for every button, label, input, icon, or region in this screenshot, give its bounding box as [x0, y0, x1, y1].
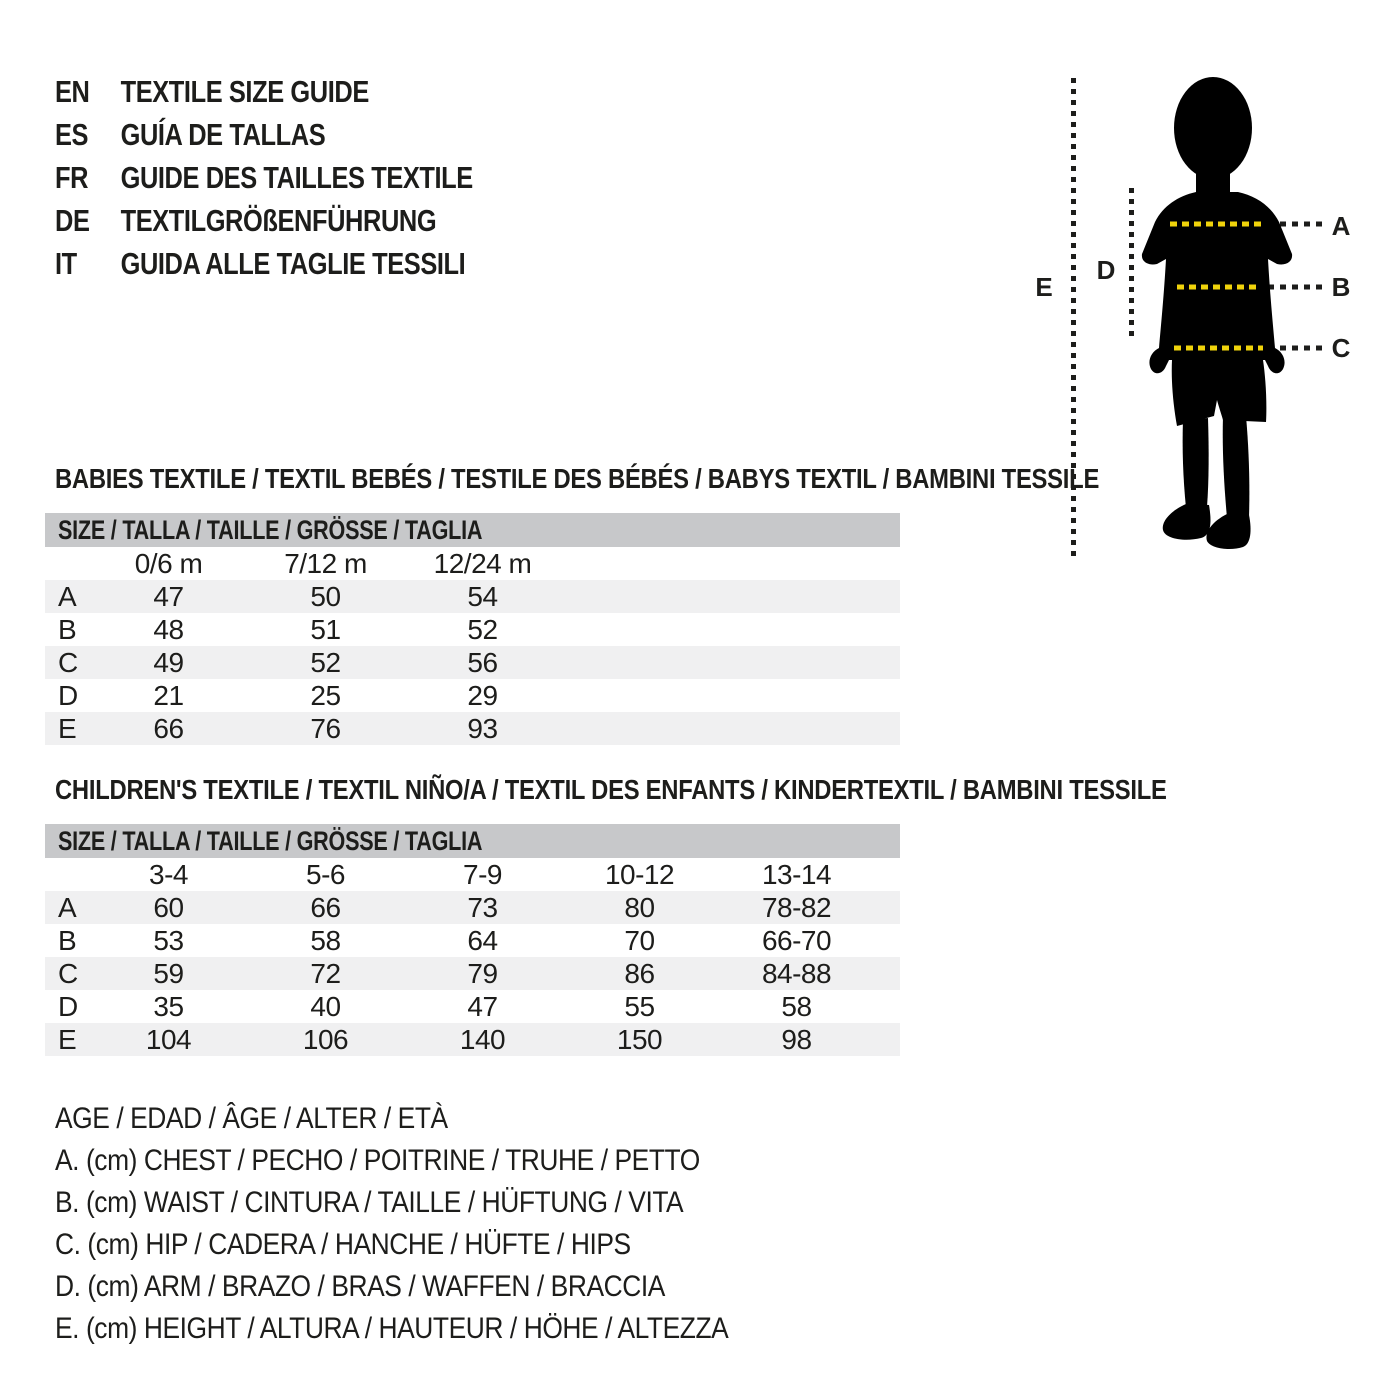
column-header: 5-6 [306, 858, 345, 890]
babies-size-bar [45, 513, 900, 547]
child-silhouette [1142, 77, 1292, 549]
value-cell: 52 [467, 613, 498, 645]
column-header: 7/12 m [284, 547, 367, 579]
lang-code: ES [55, 116, 89, 152]
legend-item-chest: A. (cm) CHEST / PECHO / POITRINE / TRUHE / PETTO [55, 1144, 700, 1177]
value-cell: 140 [459, 1023, 506, 1055]
column-header: 0/6 m [134, 547, 203, 579]
column-header: 3-4 [149, 858, 188, 890]
lang-row-de [55, 199, 473, 242]
table-row [45, 1023, 900, 1056]
value-cell: 66-70 [761, 924, 832, 956]
babies-column-header-row [45, 547, 900, 580]
legend-age-line: AGE / EDAD / ÂGE / ALTER / ETÀ [55, 1102, 448, 1135]
babies-size-table [45, 513, 900, 745]
value-cell: 72 [310, 957, 341, 989]
babies-section-title: BABIES TEXTILE / TEXTIL BEBÉS / TESTILE DES BÉBÉS / BABYS TEXTIL / BAMBINI TESSILE [55, 463, 1100, 494]
value-cell: 58 [781, 990, 812, 1022]
table-row [45, 712, 900, 745]
lang-code: IT [55, 245, 77, 281]
legend-item-hip: C. (cm) HIP / CADERA / HANCHE / HÜFTE / HIPS [55, 1228, 631, 1261]
lang-row-es [55, 113, 473, 156]
language-title-list [55, 70, 565, 285]
table-row [45, 924, 900, 957]
table-row [45, 646, 900, 679]
column-header: 7-9 [463, 858, 502, 890]
row-label: C [58, 957, 78, 989]
value-cell: 106 [302, 1023, 349, 1055]
value-cell: 21 [153, 679, 184, 711]
value-cell: 70 [624, 924, 655, 956]
value-cell: 49 [153, 646, 184, 678]
measure-label-d: D [1096, 255, 1116, 285]
value-cell: 52 [310, 646, 341, 678]
value-cell: 48 [153, 613, 184, 645]
table-row [45, 679, 900, 712]
value-cell: 51 [310, 613, 341, 645]
lang-title: TEXTILE SIZE GUIDE [120, 73, 369, 109]
value-cell: 84-88 [761, 957, 832, 989]
row-label: B [58, 613, 77, 645]
value-cell: 54 [467, 580, 498, 612]
measurement-figure [1020, 60, 1380, 580]
value-cell: 29 [467, 679, 498, 711]
value-cell: 86 [624, 957, 655, 989]
value-cell: 104 [145, 1023, 192, 1055]
value-cell: 66 [310, 891, 341, 923]
column-header: 12/24 m [433, 547, 532, 579]
value-cell: 55 [624, 990, 655, 1022]
value-cell: 60 [153, 891, 184, 923]
row-label: C [58, 646, 78, 678]
lang-code: FR [55, 159, 89, 195]
value-cell: 66 [153, 712, 184, 744]
value-cell: 64 [467, 924, 498, 956]
value-cell: 47 [153, 580, 184, 612]
table-row [45, 891, 900, 924]
value-cell: 79 [467, 957, 498, 989]
lang-code: EN [55, 73, 90, 109]
lang-title: TEXTILGRÖßENFÜHRUNG [120, 202, 437, 238]
column-header: 13-14 [761, 858, 832, 890]
column-header: 10-12 [604, 858, 675, 890]
lang-row-fr [55, 156, 473, 199]
table-row [45, 613, 900, 646]
value-cell: 150 [616, 1023, 663, 1055]
measure-label-c: C [1331, 333, 1351, 363]
lang-row-en [55, 70, 473, 113]
value-cell: 35 [153, 990, 184, 1022]
value-cell: 98 [781, 1023, 812, 1055]
value-cell: 53 [153, 924, 184, 956]
measure-label-b: B [1331, 272, 1351, 302]
children-size-bar [45, 824, 900, 858]
lang-title: GUIDE DES TAILLES TEXTILE [120, 159, 473, 195]
lang-row-it [55, 242, 473, 285]
legend-item-waist: B. (cm) WAIST / CINTURA / TAILLE / HÜFTUNG / VITA [55, 1186, 684, 1219]
size-bar-label: SIZE / TALLA / TAILLE / GRÖSSE / TAGLIA [58, 825, 483, 856]
child-silhouette-graphic [1020, 60, 1380, 580]
size-bar-label: SIZE / TALLA / TAILLE / GRÖSSE / TAGLIA [58, 514, 483, 545]
value-cell: 78-82 [761, 891, 832, 923]
value-cell: 59 [153, 957, 184, 989]
value-cell: 25 [310, 679, 341, 711]
row-label: D [58, 679, 78, 711]
value-cell: 76 [310, 712, 341, 744]
measure-label-e: E [1035, 272, 1053, 302]
children-section-title: CHILDREN'S TEXTILE / TEXTIL NIÑO/A / TEXTIL DES ENFANTS / KINDERTEXTIL / BAMBINI TESSILE [55, 774, 1167, 805]
legend-item-height: E. (cm) HEIGHT / ALTURA / HAUTEUR / HÖHE / ALTEZZA [55, 1312, 729, 1345]
lang-title: GUIDA ALLE TAGLIE TESSILI [120, 245, 466, 281]
children-size-table [45, 824, 900, 1056]
value-cell: 80 [624, 891, 655, 923]
table-row [45, 990, 900, 1023]
value-cell: 40 [310, 990, 341, 1022]
row-label: A [58, 891, 77, 923]
children-column-header-row [45, 858, 900, 891]
row-label: E [58, 712, 77, 744]
measure-label-a: A [1331, 211, 1351, 241]
value-cell: 47 [467, 990, 498, 1022]
row-label: B [58, 924, 77, 956]
value-cell: 58 [310, 924, 341, 956]
table-row [45, 580, 900, 613]
value-cell: 93 [467, 712, 498, 744]
lang-title: GUÍA DE TALLAS [120, 116, 326, 152]
row-label: E [58, 1023, 77, 1055]
legend-item-arm: D. (cm) ARM / BRAZO / BRAS / WAFFEN / BRACCIA [55, 1270, 665, 1303]
row-label: D [58, 990, 78, 1022]
value-cell: 73 [467, 891, 498, 923]
lang-code: DE [55, 202, 90, 238]
table-row [45, 957, 900, 990]
value-cell: 50 [310, 580, 341, 612]
value-cell: 56 [467, 646, 498, 678]
measurement-legend [55, 1098, 820, 1350]
row-label: A [58, 580, 77, 612]
